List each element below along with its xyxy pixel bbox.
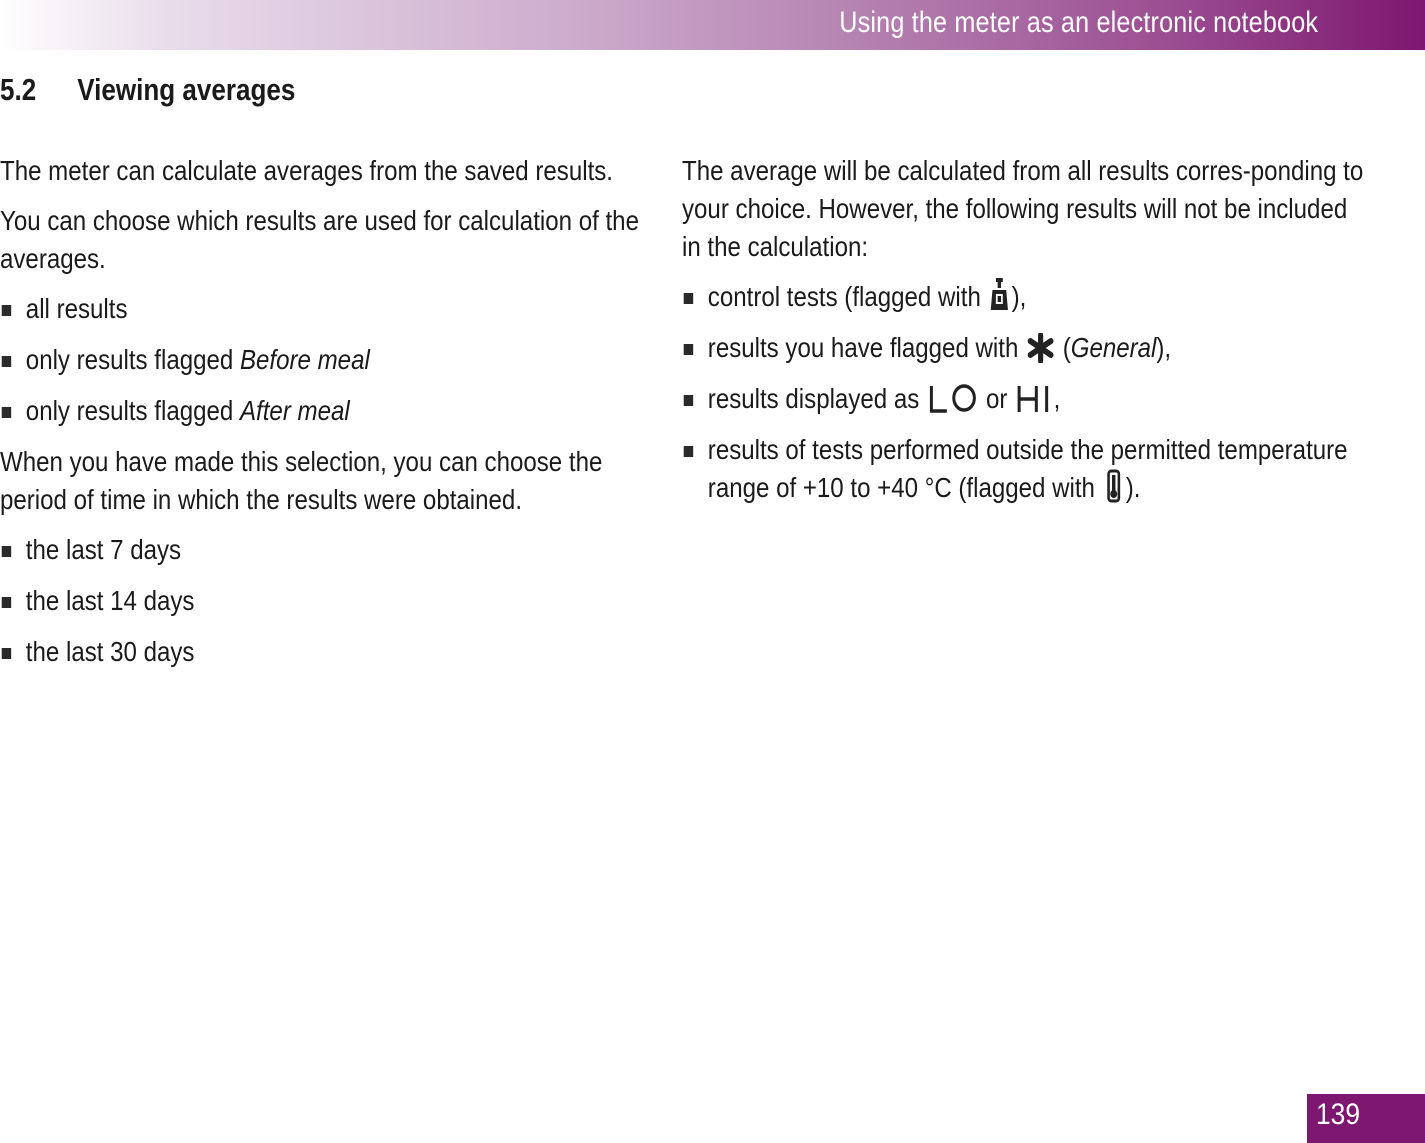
right-column: [682, 152, 1362, 520]
control-bottle-icon: [989, 278, 1010, 312]
list-item: results displayed as or ,: [682, 380, 1372, 418]
result-choice-list: [0, 290, 649, 430]
list-item: results of tests performed outside the permitted temperature range of +10 to +40 °C (flagged with ).: [682, 431, 1372, 507]
period-list: [0, 531, 649, 671]
list-item: the last 30 days: [0, 633, 649, 671]
list-item: the last 7 days: [0, 531, 649, 569]
lo-display-icon: [928, 384, 978, 414]
period-paragraph: When you have made this selection, you can choose the period of time in which the results were obtained.: [0, 446, 603, 515]
list-item: control tests (flagged with ),: [682, 278, 1372, 316]
list-item: the last 14 days: [0, 582, 649, 620]
exclusion-list: [682, 278, 1372, 507]
left-column: [0, 152, 640, 684]
section-heading: [0, 72, 295, 108]
choice-paragraph: You can choose which results are used for calculation of the averages.: [0, 205, 639, 274]
list-item: all results: [0, 290, 649, 328]
section-number: 5.2: [0, 72, 37, 107]
thermometer-icon: [1103, 469, 1124, 503]
hi-display-icon: [1016, 384, 1052, 414]
list-item: results you have flagged with (General),: [682, 329, 1372, 367]
page-number: 139: [1316, 1098, 1361, 1131]
list-item: only results flagged Before meal: [0, 341, 649, 379]
running-header: Using the meter as an electronic notebook: [839, 6, 1318, 39]
exclusion-paragraph: The average will be calculated from all results corres-ponding to your choice. However, the following results will not be included in the calculation:: [682, 155, 1364, 262]
section-title: Viewing averages: [77, 72, 296, 107]
asterisk-icon: [1027, 333, 1055, 363]
intro-paragraph: The meter can calculate averages from the saved results.: [0, 155, 614, 186]
list-item: only results flagged After meal: [0, 392, 649, 430]
